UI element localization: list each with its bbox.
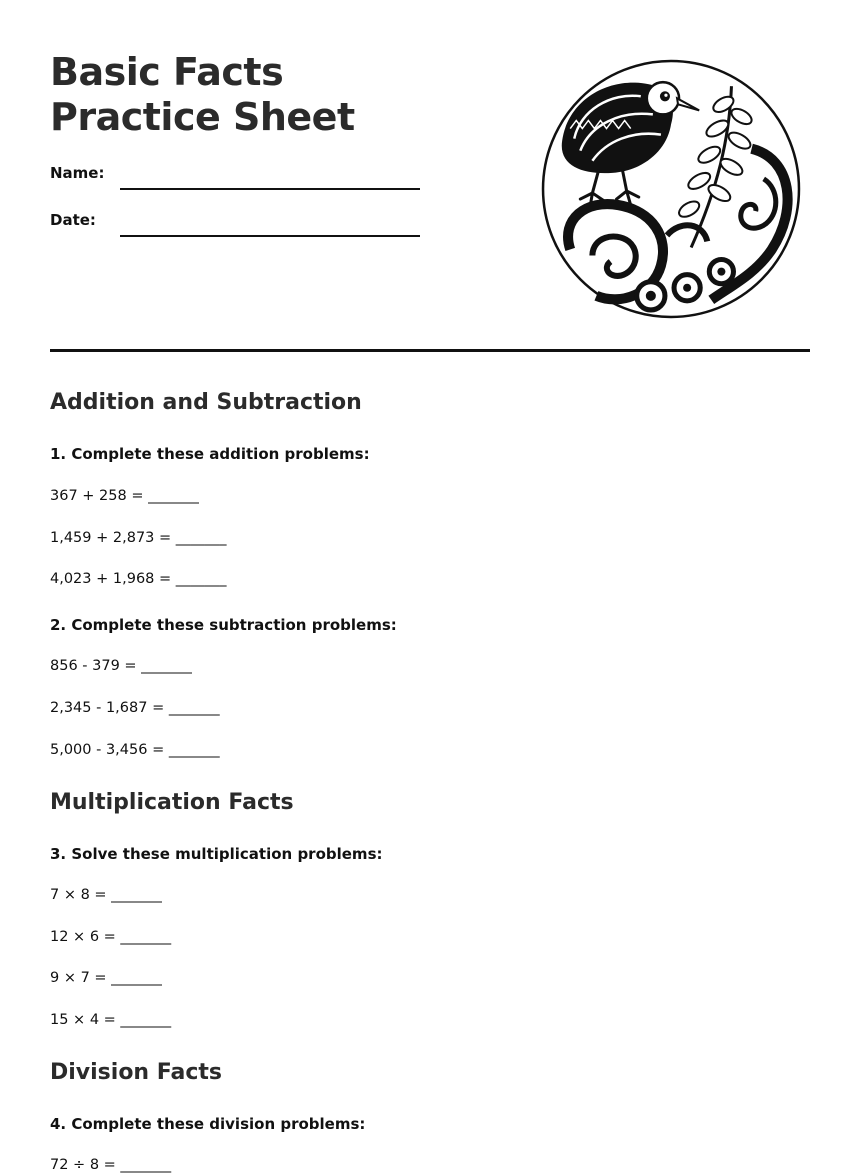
worksheet-content	[50, 386, 810, 1175]
date-field	[50, 211, 430, 239]
section-heading: Division Facts	[50, 1060, 222, 1085]
name-blank-line	[120, 188, 420, 190]
section-heading: Multiplication Facts	[50, 790, 294, 815]
problem-item: 9 × 7 = _______	[50, 970, 162, 986]
date-label: Date:	[50, 211, 96, 229]
problem-item: 12 × 6 = _______	[50, 929, 172, 945]
question-prompt: 3. Solve these multiplication problems:	[50, 845, 383, 863]
problem-item: 4,023 + 1,968 = _______	[50, 571, 227, 587]
problem-item: 856 - 379 = _______	[50, 658, 192, 674]
problem-item: 2,345 - 1,687 = _______	[50, 700, 220, 716]
question-prompt: 2. Complete these subtraction problems:	[50, 616, 397, 634]
problem-item: 15 × 4 = _______	[50, 1012, 172, 1028]
problem-item: 5,000 - 3,456 = _______	[50, 742, 220, 758]
question-prompt: 1. Complete these addition problems:	[50, 445, 370, 463]
worksheet-header	[50, 50, 810, 350]
page-title: Basic Facts Practice Sheet	[50, 50, 355, 139]
problem-item: 72 ÷ 8 = _______	[50, 1157, 172, 1173]
header-divider	[50, 349, 810, 352]
question-prompt: 4. Complete these division problems:	[50, 1115, 366, 1133]
section-heading: Addition and Subtraction	[50, 390, 362, 415]
date-blank-line	[120, 235, 420, 237]
problem-item: 367 + 258 = _______	[50, 488, 199, 504]
problem-item: 7 × 8 = _______	[50, 887, 162, 903]
name-field	[50, 164, 430, 192]
kiwi-fern-emblem-icon	[540, 58, 802, 320]
problem-item: 1,459 + 2,873 = _______	[50, 530, 227, 546]
name-label: Name:	[50, 164, 105, 182]
